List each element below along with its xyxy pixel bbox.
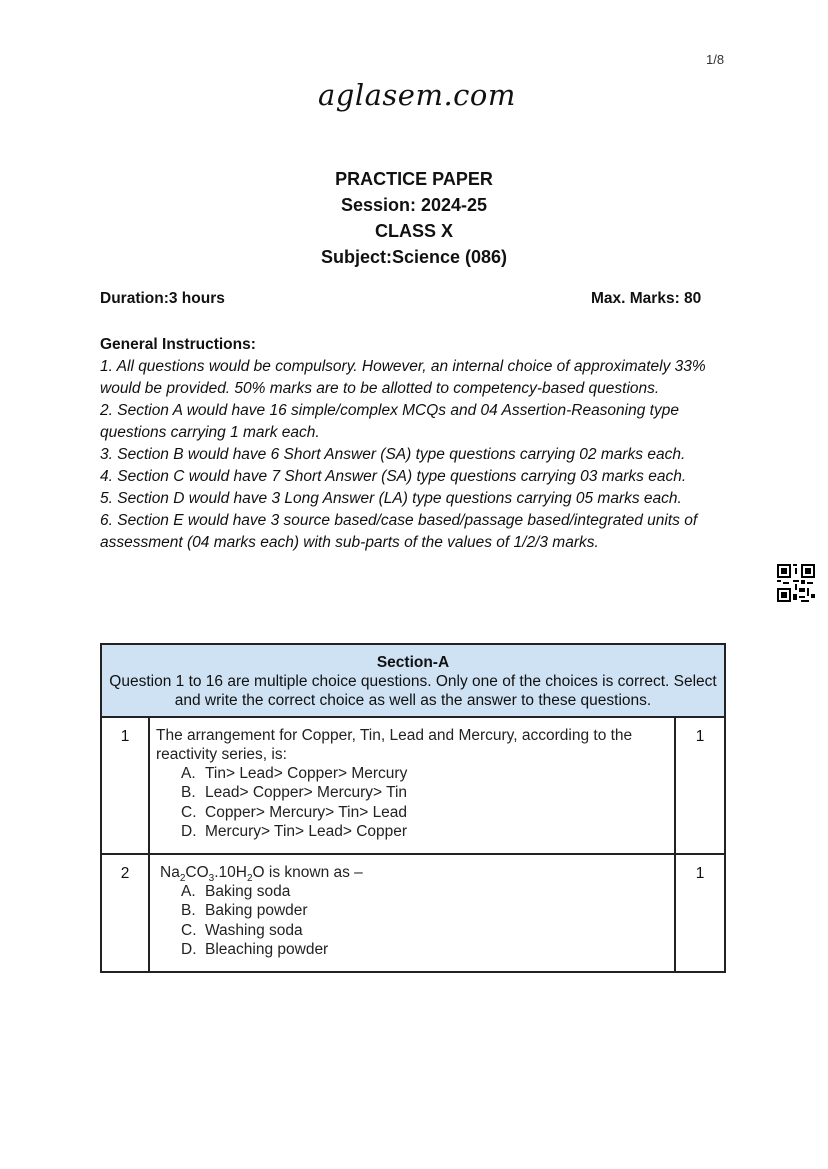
question-text: The arrangement for Copper, Tin, Lead and Mercury, according to the reactivity series, is: [156,727,633,763]
option-item [181,901,666,920]
general-instructions [100,334,740,554]
formula-subscript: 2 [246,873,253,885]
option-text: Lead> Copper> Mercury> Tin [205,784,408,802]
option-text: Baking powder [205,902,308,920]
option-letter: C. [181,921,197,939]
option-item [181,764,666,783]
subject-label: Subject:Science (086) [320,247,508,267]
option-item [181,822,666,841]
option-text: Washing soda [205,921,303,939]
section-description: Question 1 to 16 are multiple choice questions. Only one of the choices is correct. Select and write the correct choice as well as the answer to these questions. [109,673,717,709]
site-logo: aglasem.com [318,78,516,112]
options-list [156,764,666,841]
formula-part: O [252,864,265,882]
instructions-title: General Instructions: [100,336,256,353]
section-header-cell [101,644,725,717]
instruction-item: 6. Section E would have 3 source based/case based/passage based/integrated units of assessment (04 marks each) with sub-parts of the values of 1/2/3 marks. [100,512,698,551]
question-body [149,854,675,972]
paper-title: PRACTICE PAPER [335,169,493,189]
question-row [101,717,725,854]
formula-part: CO [185,864,209,882]
question-text [156,863,666,885]
option-letter: A. [181,765,196,782]
option-item [181,940,666,959]
formula-part: Na [160,864,180,882]
option-text: Copper> Mercury> Tin> Lead [205,803,408,821]
option-text: Tin> Lead> Copper> Mercury [205,765,408,782]
max-marks-label: Max. Marks: 80 [591,290,702,307]
options-list [156,882,666,959]
option-text: Bleaching powder [205,941,329,959]
question-marks: 1 [675,854,725,972]
question-marks: 1 [675,717,725,854]
option-text: Baking soda [205,883,291,901]
option-item [181,783,666,802]
option-letter: D. [181,822,197,840]
option-letter: B. [181,784,196,802]
question-number: 1 [101,717,149,854]
section-header-row [101,644,725,717]
section-title: Section-A [376,654,450,671]
paper-header [0,166,828,270]
question-number: 2 [101,854,149,972]
page-number: 1/8 [706,52,725,67]
session-label: Session: 2024-25 [340,195,488,215]
option-item [181,803,666,822]
qr-code-icon[interactable] [777,564,815,602]
duration-label: Duration:3 hours [100,290,225,307]
question-text-tail: is known as – [264,864,363,882]
option-item [181,921,666,940]
instruction-item: 1. All questions would be compulsory. However, an internal choice of approximately 33% would be provided. 50% marks are to be allotted to competency-based questions. [100,358,706,397]
formula-subscript: 3 [208,873,215,885]
option-item [181,882,666,901]
formula-part: .10H [214,864,247,882]
option-letter: B. [181,902,196,920]
question-row [101,854,725,972]
option-letter: C. [181,803,197,821]
class-label: CLASS X [374,221,453,241]
option-letter: A. [181,883,196,901]
instruction-item: 2. Section A would have 16 simple/complex MCQs and 04 Assertion-Reasoning type questions carrying 1 mark each. [100,402,679,441]
questions-table [100,643,726,973]
instruction-item: 3. Section B would have 6 Short Answer (SA) type questions carrying 02 marks each. [100,446,686,463]
question-body [149,717,675,854]
option-letter: D. [181,941,197,959]
instruction-item: 4. Section C would have 7 Short Answer (SA) type questions carrying 03 marks each. [100,468,687,485]
option-text: Mercury> Tin> Lead> Copper [205,822,408,840]
instruction-item: 5. Section D would have 3 Long Answer (LA) type questions carrying 05 marks each. [100,490,682,507]
formula-subscript: 2 [179,873,186,885]
